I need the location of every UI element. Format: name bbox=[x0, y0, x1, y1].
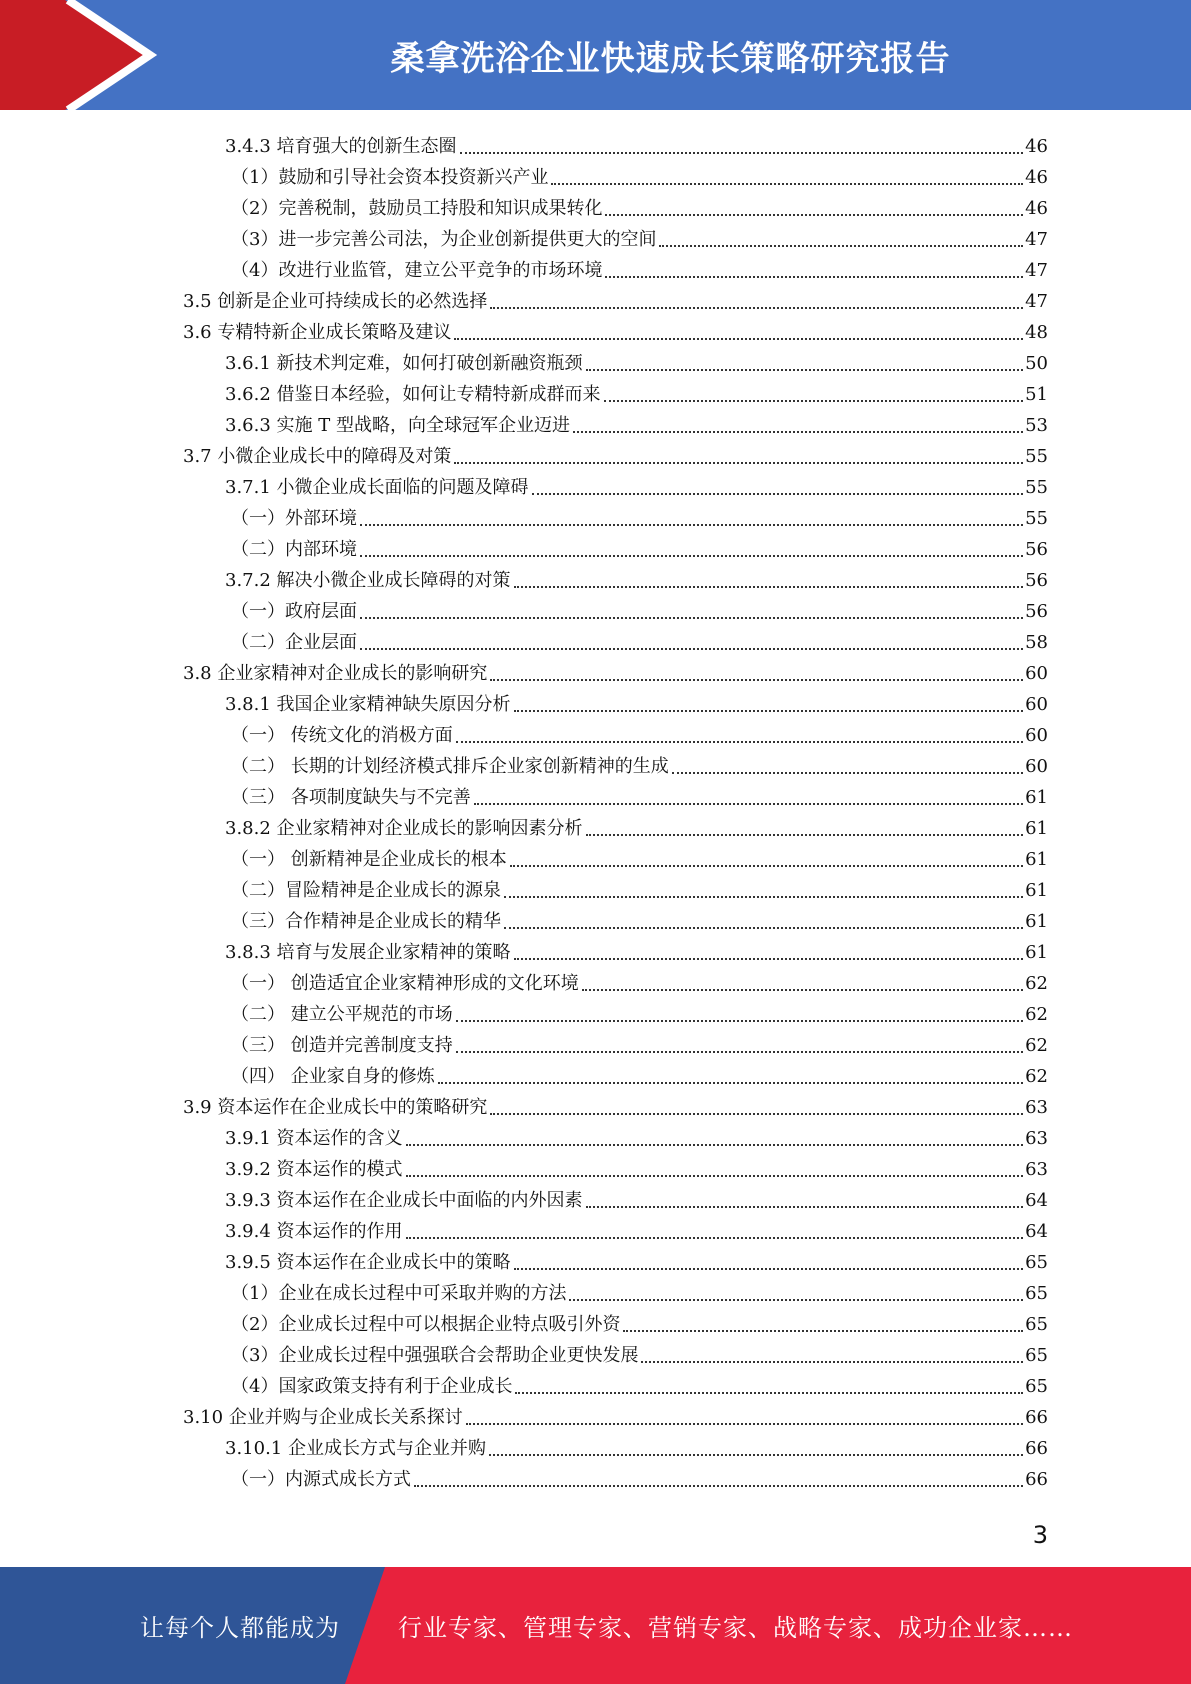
toc-dot-leader bbox=[456, 1019, 1023, 1022]
toc-entry-page: 46 bbox=[1025, 198, 1048, 219]
toc-entry-page: 56 bbox=[1025, 601, 1048, 622]
toc-entry[interactable] bbox=[231, 593, 1048, 624]
toc-entry-page: 62 bbox=[1025, 1066, 1048, 1087]
toc-dot-leader bbox=[406, 1174, 1024, 1177]
toc-dot-leader bbox=[454, 461, 1023, 464]
toc-dot-leader bbox=[360, 554, 1023, 557]
toc-dot-leader bbox=[414, 1484, 1023, 1487]
toc-entry[interactable] bbox=[231, 221, 1048, 252]
toc-entry-label: 3.9.4 资本运作的作用 bbox=[225, 1221, 403, 1242]
toc-entry-label: （二）内部环境 bbox=[231, 539, 357, 560]
toc-dot-leader bbox=[504, 926, 1023, 929]
toc-entry[interactable] bbox=[225, 128, 1048, 159]
toc-entry-page: 61 bbox=[1025, 942, 1048, 963]
toc-entry[interactable] bbox=[231, 531, 1048, 562]
toc-entry-label: （一）政府层面 bbox=[231, 601, 357, 622]
toc-entry[interactable] bbox=[225, 1151, 1048, 1182]
toc-dot-leader bbox=[582, 988, 1023, 991]
toc-entry-page: 51 bbox=[1025, 384, 1048, 405]
toc-entry-label: （二）冒险精神是企业成长的源泉 bbox=[231, 880, 501, 901]
toc-dot-leader bbox=[466, 1422, 1023, 1425]
toc-entry-label: 3.9 资本运作在企业成长中的策略研究 bbox=[183, 1097, 488, 1118]
toc-entry-label: （三） 创造并完善制度支持 bbox=[231, 1035, 453, 1056]
toc-entry-page: 65 bbox=[1025, 1252, 1048, 1273]
toc-entry-label: 3.8 企业家精神对企业成长的影响研究 bbox=[183, 663, 488, 684]
toc-entry[interactable] bbox=[231, 1027, 1048, 1058]
toc-dot-leader bbox=[586, 368, 1024, 371]
toc-dot-leader bbox=[510, 864, 1023, 867]
toc-entry-page: 50 bbox=[1025, 353, 1048, 374]
toc-dot-leader bbox=[490, 678, 1023, 681]
toc-entry[interactable] bbox=[225, 376, 1048, 407]
toc-dot-leader bbox=[490, 306, 1023, 309]
toc-entry[interactable] bbox=[225, 1213, 1048, 1244]
toc-entry-label: 3.7.1 小微企业成长面临的问题及障碍 bbox=[225, 477, 529, 498]
toc-entry-label: 3.9.5 资本运作在企业成长中的策略 bbox=[225, 1252, 511, 1273]
toc-dot-leader bbox=[604, 399, 1024, 402]
toc-entry[interactable] bbox=[231, 500, 1048, 531]
toc-entry-label: （二） 长期的计划经济模式排斥企业家创新精神的生成 bbox=[231, 756, 669, 777]
toc-dot-leader bbox=[504, 895, 1023, 898]
toc-dot-leader bbox=[489, 1453, 1023, 1456]
toc-entry-page: 62 bbox=[1025, 973, 1048, 994]
toc-entry-page: 64 bbox=[1025, 1221, 1048, 1242]
toc-entry[interactable] bbox=[225, 1430, 1048, 1461]
toc-entry[interactable] bbox=[231, 717, 1048, 748]
toc-entry-label: （1）鼓励和引导社会资本投资新兴产业 bbox=[231, 167, 549, 188]
toc-entry[interactable] bbox=[183, 655, 1048, 686]
toc-dot-leader bbox=[569, 1298, 1023, 1301]
toc-entry-label: （一）内源式成长方式 bbox=[231, 1469, 411, 1490]
toc-entry-label: （4）改进行业监管，建立公平竞争的市场环境 bbox=[231, 260, 603, 281]
toc-entry[interactable] bbox=[231, 1306, 1048, 1337]
page-number: 3 bbox=[1032, 1521, 1048, 1549]
toc-entry-page: 62 bbox=[1025, 1035, 1048, 1056]
toc-dot-leader bbox=[406, 1236, 1024, 1239]
toc-dot-leader bbox=[605, 275, 1023, 278]
toc-entry-page: 60 bbox=[1025, 663, 1048, 684]
toc-entry-label: （四） 企业家自身的修炼 bbox=[231, 1066, 435, 1087]
toc-entry[interactable] bbox=[225, 934, 1048, 965]
toc-entry[interactable] bbox=[231, 190, 1048, 221]
toc-entry-label: （一）外部环境 bbox=[231, 508, 357, 529]
toc-dot-leader bbox=[360, 616, 1023, 619]
toc-entry-page: 61 bbox=[1025, 818, 1048, 839]
toc-entry[interactable] bbox=[231, 841, 1048, 872]
toc-entry[interactable] bbox=[231, 1275, 1048, 1306]
toc-entry-label: 3.6.3 实施 T 型战略，向全球冠军企业迈进 bbox=[225, 415, 570, 436]
toc-entry-label: 3.6.2 借鉴日本经验，如何让专精特新成群而来 bbox=[225, 384, 601, 405]
toc-dot-leader bbox=[456, 740, 1023, 743]
toc-entry-page: 61 bbox=[1025, 911, 1048, 932]
toc-entry-label: 3.9.2 资本运作的模式 bbox=[225, 1159, 403, 1180]
toc-entry-page: 56 bbox=[1025, 570, 1048, 591]
toc-dot-leader bbox=[460, 151, 1024, 154]
toc-entry[interactable] bbox=[231, 624, 1048, 655]
toc-entry-label: （1）企业在成长过程中可采取并购的方法 bbox=[231, 1283, 567, 1304]
toc-entry[interactable] bbox=[183, 438, 1048, 469]
toc-entry-page: 64 bbox=[1025, 1190, 1048, 1211]
toc-entry[interactable] bbox=[231, 1337, 1048, 1368]
toc-entry[interactable] bbox=[225, 1120, 1048, 1151]
toc-dot-leader bbox=[474, 802, 1023, 805]
toc-dot-leader bbox=[438, 1081, 1023, 1084]
toc-entry-page: 61 bbox=[1025, 787, 1048, 808]
toc-entry[interactable] bbox=[183, 1399, 1048, 1430]
toc-entry[interactable] bbox=[231, 748, 1048, 779]
toc-entry-label: （2）企业成长过程中可以根据企业特点吸引外资 bbox=[231, 1314, 621, 1335]
toc-entry-label: 3.7.2 解决小微企业成长障碍的对策 bbox=[225, 570, 511, 591]
toc-entry-label: 3.9.3 资本运作在企业成长中面临的内外因素 bbox=[225, 1190, 583, 1211]
toc-entry-label: 3.8.2 企业家精神对企业成长的影响因素分析 bbox=[225, 818, 583, 839]
toc-dot-leader bbox=[605, 213, 1023, 216]
toc-entry-page: 61 bbox=[1025, 849, 1048, 870]
toc-dot-leader bbox=[454, 337, 1023, 340]
toc-dot-leader bbox=[406, 1143, 1024, 1146]
toc-entry-label: 3.6 专精特新企业成长策略及建议 bbox=[183, 322, 452, 343]
toc-entry-page: 63 bbox=[1025, 1128, 1048, 1149]
toc-entry[interactable] bbox=[225, 562, 1048, 593]
toc-dot-leader bbox=[573, 430, 1023, 433]
toc-entry-page: 62 bbox=[1025, 1004, 1048, 1025]
toc-entry[interactable] bbox=[231, 1368, 1048, 1399]
page-footer bbox=[0, 1567, 1191, 1684]
toc-entry-page: 66 bbox=[1025, 1469, 1048, 1490]
toc-entry[interactable] bbox=[231, 872, 1048, 903]
toc-entry[interactable] bbox=[225, 345, 1048, 376]
toc-entry-page: 46 bbox=[1025, 167, 1048, 188]
toc-entry[interactable] bbox=[225, 407, 1048, 438]
toc-entry-label: （三） 各项制度缺失与不完善 bbox=[231, 787, 471, 808]
toc-dot-leader bbox=[490, 1112, 1023, 1115]
toc-entry-label: （一） 传统文化的消极方面 bbox=[231, 725, 453, 746]
toc-entry-page: 60 bbox=[1025, 725, 1048, 746]
toc-entry-label: 3.7 小微企业成长中的障碍及对策 bbox=[183, 446, 452, 467]
footer-slogan-right: 行业专家、管理专家、营销专家、战略专家、成功企业家…… bbox=[398, 1614, 1073, 1642]
toc-entry-label: （3）企业成长过程中强强联合会帮助企业更快发展 bbox=[231, 1345, 639, 1366]
toc-entry-label: 3.6.1 新技术判定难，如何打破创新融资瓶颈 bbox=[225, 353, 583, 374]
toc-entry[interactable] bbox=[231, 1058, 1048, 1089]
toc-entry[interactable] bbox=[225, 686, 1048, 717]
toc-entry-page: 61 bbox=[1025, 880, 1048, 901]
toc-dot-leader bbox=[532, 492, 1024, 495]
toc-dot-leader bbox=[586, 833, 1024, 836]
toc-entry[interactable] bbox=[225, 1182, 1048, 1213]
toc-entry-label: 3.8.1 我国企业家精神缺失原因分析 bbox=[225, 694, 511, 715]
toc-entry-page: 47 bbox=[1025, 260, 1048, 281]
toc-dot-leader bbox=[641, 1360, 1023, 1363]
toc-dot-leader bbox=[515, 1391, 1023, 1394]
toc-entry[interactable] bbox=[231, 1461, 1048, 1492]
toc-entry-label: 3.10 企业并购与企业成长关系探讨 bbox=[183, 1407, 463, 1428]
toc-entry-label: 3.5 创新是企业可持续成长的必然选择 bbox=[183, 291, 488, 312]
toc-entry-page: 60 bbox=[1025, 756, 1048, 777]
toc-dot-leader bbox=[514, 957, 1024, 960]
toc-entry[interactable] bbox=[225, 1244, 1048, 1275]
toc-entry-label: （二） 建立公平规范的市场 bbox=[231, 1004, 453, 1025]
toc-entry-label: （4）国家政策支持有利于企业成长 bbox=[231, 1376, 513, 1397]
toc-entry-page: 47 bbox=[1025, 229, 1048, 250]
toc-entry-page: 66 bbox=[1025, 1438, 1048, 1459]
toc-entry-page: 66 bbox=[1025, 1407, 1048, 1428]
toc-entry-label: （2）完善税制，鼓励员工持股和知识成果转化 bbox=[231, 198, 603, 219]
toc-entry[interactable] bbox=[231, 252, 1048, 283]
toc-entry-page: 65 bbox=[1025, 1376, 1048, 1397]
toc-dot-leader bbox=[514, 709, 1024, 712]
toc-entry-page: 48 bbox=[1025, 322, 1048, 343]
toc-entry[interactable] bbox=[225, 469, 1048, 500]
toc-entry-page: 55 bbox=[1025, 477, 1048, 498]
toc-entry[interactable] bbox=[183, 1089, 1048, 1120]
toc-entry-page: 58 bbox=[1025, 632, 1048, 653]
toc-entry-page: 60 bbox=[1025, 694, 1048, 715]
toc-dot-leader bbox=[456, 1050, 1023, 1053]
toc-entry-page: 63 bbox=[1025, 1097, 1048, 1118]
toc-entry[interactable] bbox=[231, 159, 1048, 190]
toc-entry[interactable] bbox=[231, 965, 1048, 996]
toc-entry-page: 65 bbox=[1025, 1345, 1048, 1366]
toc-entry-label: （一） 创造适宜企业家精神形成的文化环境 bbox=[231, 973, 579, 994]
toc-entry-page: 53 bbox=[1025, 415, 1048, 436]
toc-dot-leader bbox=[514, 1267, 1024, 1270]
toc-entry-label: 3.10.1 企业成长方式与企业并购 bbox=[225, 1438, 486, 1459]
page-header bbox=[0, 0, 1191, 110]
toc-entry-page: 63 bbox=[1025, 1159, 1048, 1180]
toc-entry-page: 46 bbox=[1025, 136, 1048, 157]
toc-entry[interactable] bbox=[183, 314, 1048, 345]
toc-entry[interactable] bbox=[231, 903, 1048, 934]
toc-dot-leader bbox=[551, 182, 1023, 185]
toc-entry-label: 3.4.3 培育强大的创新生态圈 bbox=[225, 136, 457, 157]
footer-slogan-left: 让每个人都能成为 bbox=[140, 1614, 340, 1642]
toc-dot-leader bbox=[586, 1205, 1024, 1208]
toc-entry[interactable] bbox=[231, 996, 1048, 1027]
toc-entry-page: 55 bbox=[1025, 508, 1048, 529]
toc-entry-label: （二）企业层面 bbox=[231, 632, 357, 653]
toc-dot-leader bbox=[623, 1329, 1023, 1332]
toc-entry-label: 3.9.1 资本运作的含义 bbox=[225, 1128, 403, 1149]
toc-entry-page: 65 bbox=[1025, 1283, 1048, 1304]
toc-dot-leader bbox=[659, 244, 1023, 247]
toc-entry[interactable] bbox=[231, 779, 1048, 810]
toc-entry[interactable] bbox=[183, 283, 1048, 314]
toc-entry-label: （3）进一步完善公司法，为企业创新提供更大的空间 bbox=[231, 229, 657, 250]
toc-entry-page: 55 bbox=[1025, 446, 1048, 467]
report-title: 桑拿洗浴企业快速成长策略研究报告 bbox=[390, 38, 951, 79]
toc-entry-page: 56 bbox=[1025, 539, 1048, 560]
toc-dot-leader bbox=[360, 647, 1023, 650]
toc-entry-label: （三）合作精神是企业成长的精华 bbox=[231, 911, 501, 932]
toc-dot-leader bbox=[360, 523, 1023, 526]
toc-dot-leader bbox=[672, 771, 1023, 774]
toc-entry-page: 47 bbox=[1025, 291, 1048, 312]
toc-entry-label: 3.8.3 培育与发展企业家精神的策略 bbox=[225, 942, 511, 963]
toc-entry-page: 65 bbox=[1025, 1314, 1048, 1335]
toc-entry-label: （一） 创新精神是企业成长的根本 bbox=[231, 849, 507, 870]
toc-dot-leader bbox=[514, 585, 1024, 588]
toc-entry[interactable] bbox=[225, 810, 1048, 841]
